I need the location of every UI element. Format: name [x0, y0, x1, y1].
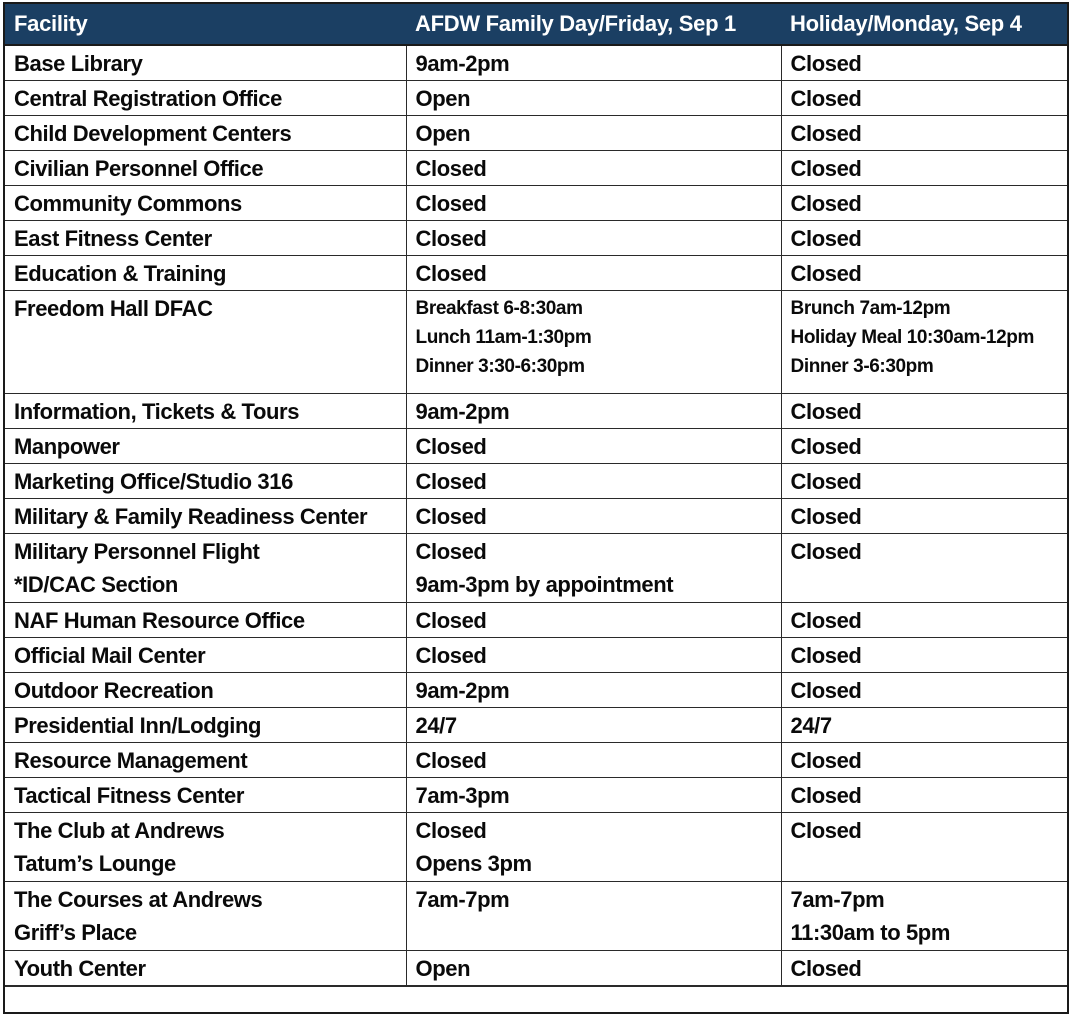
cell-line: Closed	[790, 747, 862, 773]
facility-cell	[5, 602, 406, 637]
cell-line: Holiday Meal 10:30am-12pm	[790, 326, 1034, 348]
hours-sheet	[3, 2, 1069, 1014]
table-row	[5, 672, 1067, 707]
cell-line: Closed	[790, 433, 862, 459]
table-body	[5, 45, 1067, 985]
table-row	[5, 290, 1067, 393]
cell-line: Closed	[415, 155, 487, 181]
monday-hours-cell	[781, 950, 1067, 985]
cell-line: Closed	[790, 782, 862, 808]
monday-hours-cell	[781, 185, 1067, 220]
cell-line: Lunch 11am-1:30pm	[415, 326, 592, 348]
facility-cell	[5, 777, 406, 812]
monday-hours-cell	[781, 220, 1067, 255]
table-row	[5, 45, 1067, 80]
facility-cell	[5, 185, 406, 220]
cell-line: Central Registration Office	[14, 85, 282, 111]
friday-hours-cell	[406, 290, 781, 393]
facility-cell	[5, 290, 406, 393]
monday-hours-cell	[781, 463, 1067, 498]
monday-hours-cell	[781, 393, 1067, 428]
cell-line: Closed	[790, 155, 862, 181]
table-row	[5, 428, 1067, 463]
cell-line: Civilian Personnel Office	[14, 155, 264, 181]
facility-cell	[5, 707, 406, 742]
table-row	[5, 185, 1067, 220]
monday-hours-cell	[781, 637, 1067, 672]
friday-hours-cell	[406, 255, 781, 290]
friday-hours-cell	[406, 602, 781, 637]
cell-line: Griff’s Place	[14, 919, 137, 945]
table-row	[5, 150, 1067, 185]
facility-cell	[5, 428, 406, 463]
cell-line: Closed	[790, 642, 862, 668]
cell-line: Closed	[415, 503, 487, 529]
table-row	[5, 498, 1067, 533]
cell-line: Closed	[415, 642, 487, 668]
table-row	[5, 602, 1067, 637]
monday-hours-cell	[781, 290, 1067, 393]
facility-cell	[5, 220, 406, 255]
table-row	[5, 637, 1067, 672]
cell-line: Closed	[790, 190, 862, 216]
cell-line: Community Commons	[14, 190, 242, 216]
facility-hours-table	[5, 4, 1067, 986]
friday-hours-cell	[406, 393, 781, 428]
friday-hours-cell	[406, 185, 781, 220]
cell-line: Closed	[415, 433, 487, 459]
cell-line: Marketing Office/Studio 316	[14, 468, 293, 494]
cell-line: The Courses at Andrews	[14, 886, 263, 912]
friday-hours-cell	[406, 428, 781, 463]
monday-hours-cell	[781, 742, 1067, 777]
friday-hours-cell	[406, 220, 781, 255]
cell-line: Closed	[790, 677, 862, 703]
cell-line: *ID/CAC Section	[14, 571, 178, 597]
cell-line: Closed	[415, 468, 487, 494]
monday-hours-cell	[781, 812, 1067, 881]
facility-cell	[5, 672, 406, 707]
monday-hours-cell	[781, 150, 1067, 185]
cell-line: Outdoor Recreation	[14, 677, 214, 703]
cell-line: Breakfast 6-8:30am	[415, 297, 583, 319]
monday-hours-cell	[781, 602, 1067, 637]
cell-line: Closed	[790, 51, 862, 76]
facility-cell	[5, 533, 406, 602]
table-row	[5, 533, 1067, 602]
cell-line: Closed	[415, 190, 487, 216]
table-row	[5, 707, 1067, 742]
friday-hours-cell	[406, 742, 781, 777]
header-facility: Facility	[5, 4, 406, 45]
cell-line: Closed	[790, 120, 862, 146]
cell-line: Closed	[790, 607, 862, 633]
cell-line: 11:30am to 5pm	[790, 919, 950, 945]
cell-line: Closed	[790, 955, 862, 981]
table-row	[5, 777, 1067, 812]
monday-hours-cell	[781, 255, 1067, 290]
table-row	[5, 393, 1067, 428]
facility-cell	[5, 950, 406, 985]
cell-line: Closed	[415, 607, 487, 633]
facility-cell	[5, 637, 406, 672]
table-row	[5, 255, 1067, 290]
cell-line: Open	[415, 955, 471, 981]
table-header-row	[5, 4, 1067, 45]
friday-hours-cell	[406, 45, 781, 80]
cell-line: 9am-2pm	[415, 677, 510, 703]
cell-line: Closed	[415, 225, 487, 251]
cell-line: Closed	[415, 260, 487, 286]
monday-hours-cell	[781, 45, 1067, 80]
cell-line: Open	[415, 85, 471, 111]
table-row	[5, 220, 1067, 255]
cell-line: Closed	[415, 817, 487, 843]
friday-hours-cell	[406, 707, 781, 742]
empty-footer-row	[5, 986, 1067, 1019]
cell-line: East Fitness Center	[14, 225, 212, 251]
friday-hours-cell	[406, 950, 781, 985]
friday-hours-cell	[406, 637, 781, 672]
cell-line: Resource Management	[14, 747, 248, 773]
facility-cell	[5, 812, 406, 881]
cell-line: 7am-3pm	[415, 782, 510, 808]
cell-line: Child Development Centers	[14, 120, 292, 146]
cell-line: 9am-3pm by appointment	[415, 571, 674, 597]
cell-line: Official Mail Center	[14, 642, 206, 668]
facility-cell	[5, 115, 406, 150]
facility-cell	[5, 150, 406, 185]
cell-line: Opens 3pm	[415, 850, 532, 876]
cell-line: Closed	[790, 260, 862, 286]
cell-line: 24/7	[790, 712, 832, 738]
table-row	[5, 115, 1067, 150]
monday-hours-cell	[781, 707, 1067, 742]
friday-hours-cell	[406, 150, 781, 185]
cell-line: The Club at Andrews	[14, 817, 225, 843]
cell-line: Closed	[790, 225, 862, 251]
monday-hours-cell	[781, 498, 1067, 533]
cell-line: 9am-2pm	[415, 51, 510, 76]
cell-line: Open	[415, 120, 471, 146]
cell-line: Closed	[790, 817, 862, 843]
monday-hours-cell	[781, 672, 1067, 707]
table-row	[5, 742, 1067, 777]
cell-line: Military Personnel Flight	[14, 538, 260, 564]
cell-line: 7am-7pm	[415, 886, 510, 912]
table-row	[5, 950, 1067, 985]
monday-hours-cell	[781, 881, 1067, 950]
cell-line: Tactical Fitness Center	[14, 782, 245, 808]
header-monday: Holiday/Monday, Sep 4	[781, 4, 1067, 45]
cell-line: Presidential Inn/Lodging	[14, 712, 262, 738]
facility-cell	[5, 881, 406, 950]
cell-line: Closed	[790, 538, 862, 564]
friday-hours-cell	[406, 777, 781, 812]
cell-line: Military & Family Readiness Center	[14, 503, 368, 529]
facility-cell	[5, 463, 406, 498]
cell-line: Closed	[790, 398, 862, 424]
monday-hours-cell	[781, 777, 1067, 812]
facility-cell	[5, 45, 406, 80]
table-row	[5, 463, 1067, 498]
cell-line: Closed	[790, 85, 862, 111]
cell-line: Manpower	[14, 433, 120, 459]
table-row	[5, 80, 1067, 115]
monday-hours-cell	[781, 428, 1067, 463]
cell-line: Information, Tickets & Tours	[14, 398, 300, 424]
cell-line: Closed	[790, 468, 862, 494]
friday-hours-cell	[406, 881, 781, 950]
cell-line: Freedom Hall DFAC	[14, 295, 213, 321]
table-row	[5, 881, 1067, 950]
cell-line: 24/7	[415, 712, 457, 738]
friday-hours-cell	[406, 80, 781, 115]
facility-cell	[5, 80, 406, 115]
facility-cell	[5, 255, 406, 290]
cell-line: Base Library	[14, 51, 143, 76]
friday-hours-cell	[406, 498, 781, 533]
facility-cell	[5, 498, 406, 533]
cell-line: Youth Center	[14, 955, 146, 981]
header-friday: AFDW Family Day/Friday, Sep 1	[406, 4, 781, 45]
monday-hours-cell	[781, 115, 1067, 150]
facility-cell	[5, 393, 406, 428]
cell-line: Closed	[415, 747, 487, 773]
friday-hours-cell	[406, 115, 781, 150]
friday-hours-cell	[406, 812, 781, 881]
cell-line: Dinner 3:30-6:30pm	[415, 355, 585, 377]
cell-line: Education & Training	[14, 260, 227, 286]
friday-hours-cell	[406, 533, 781, 602]
cell-line: Closed	[415, 538, 487, 564]
cell-line: Brunch 7am-12pm	[790, 297, 951, 319]
monday-hours-cell	[781, 80, 1067, 115]
cell-line: 7am-7pm	[790, 886, 885, 912]
friday-hours-cell	[406, 463, 781, 498]
table-row	[5, 812, 1067, 881]
cell-line: Closed	[790, 503, 862, 529]
cell-line: NAF Human Resource Office	[14, 607, 305, 633]
friday-hours-cell	[406, 672, 781, 707]
facility-cell	[5, 742, 406, 777]
cell-line: Dinner 3-6:30pm	[790, 355, 934, 377]
cell-line: 9am-2pm	[415, 398, 510, 424]
monday-hours-cell	[781, 533, 1067, 602]
cell-line: Tatum’s Lounge	[14, 850, 176, 876]
